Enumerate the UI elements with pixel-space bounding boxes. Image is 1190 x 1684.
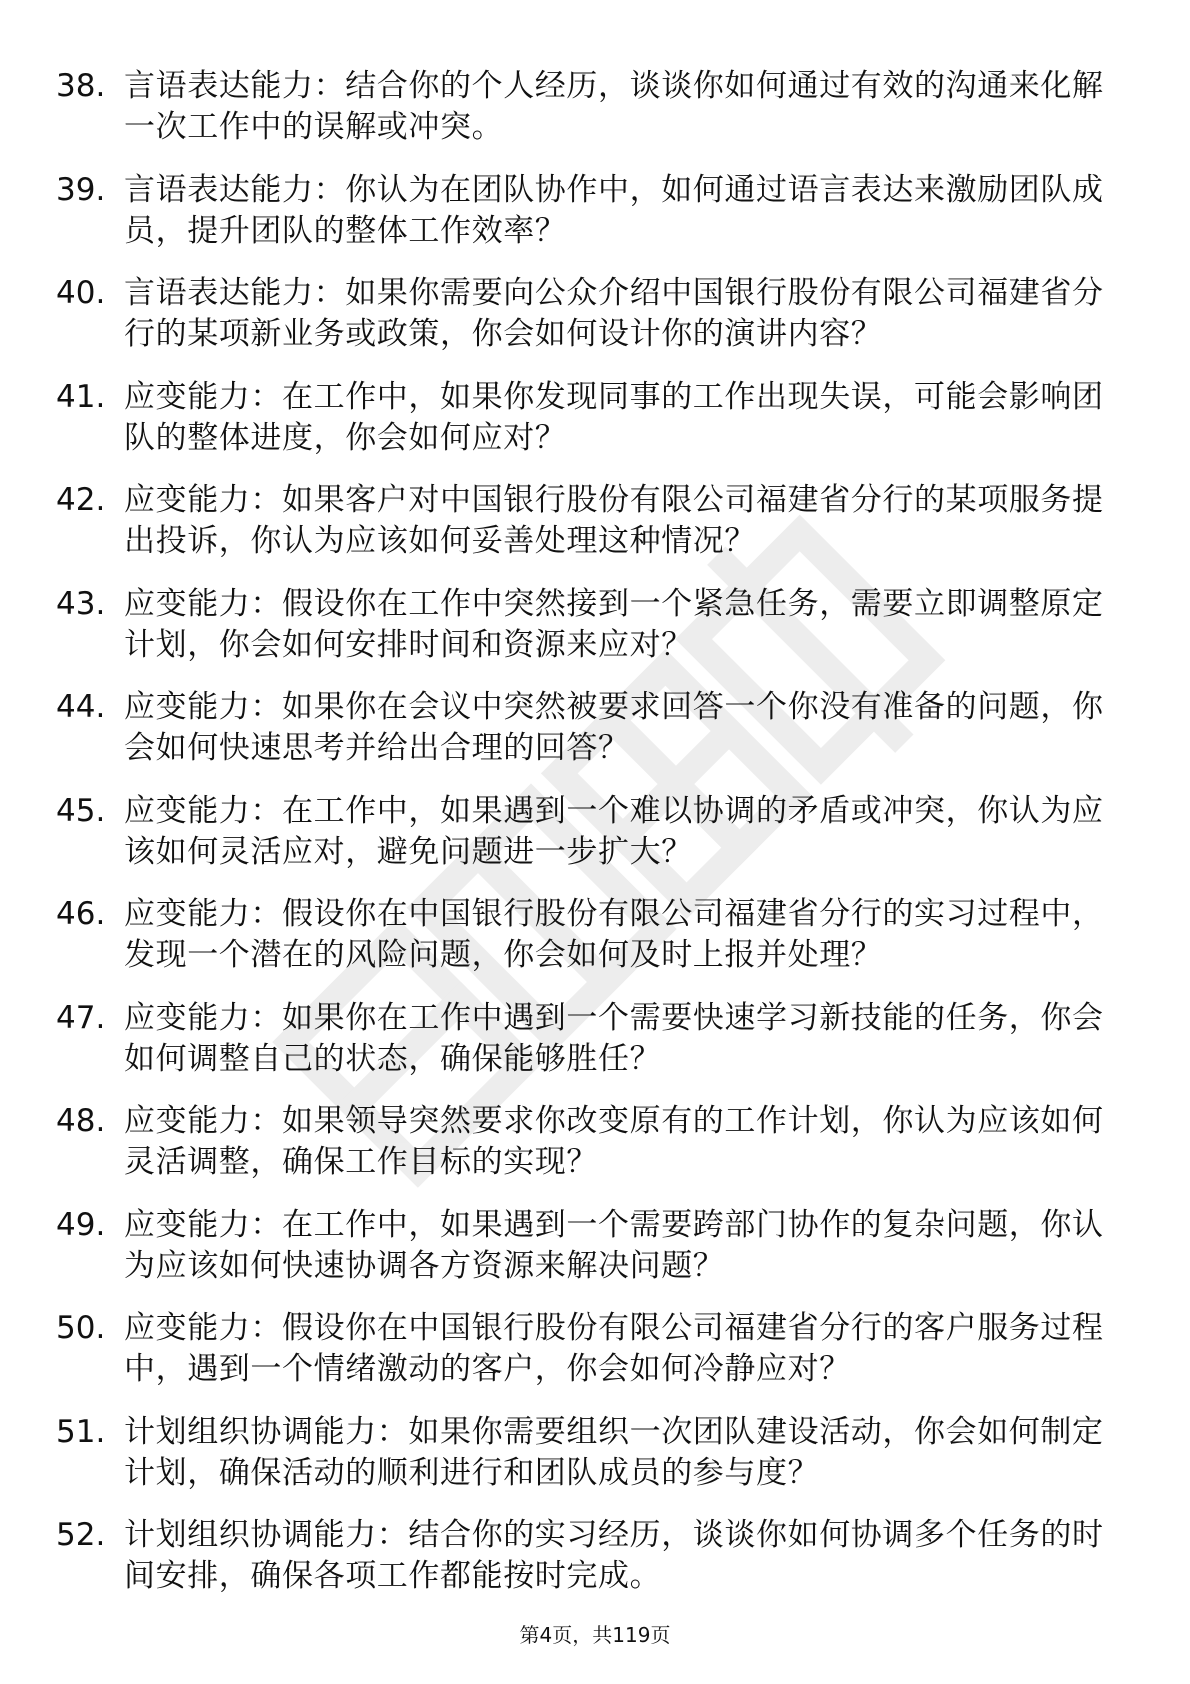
question-number: 48. [56, 1103, 106, 1139]
question-item [56, 998, 1116, 1080]
question-item [56, 170, 1116, 252]
question-item [56, 377, 1116, 459]
question-number: 41. [56, 378, 106, 415]
question-number: 50. [56, 1310, 106, 1346]
question-text: 计划组织协调能力：结合你的实习经历，谈谈你如何协调多个任务的时间安排，确保各项工作都能按时完成。 [124, 1517, 1104, 1594]
question-number: 39. [56, 171, 106, 208]
question-number: 38. [56, 68, 106, 104]
question-number: 42. [56, 482, 106, 518]
question-item [56, 894, 1116, 976]
question-item [56, 1515, 1116, 1597]
question-list [56, 66, 1116, 1619]
question-number: 40. [56, 275, 106, 311]
question-text: 应变能力：在工作中，如果遇到一个需要跨部门协作的复杂问题，你认为应该如何快速协调各方资源来解决问题？ [124, 1206, 1104, 1284]
question-item [56, 1412, 1116, 1494]
question-number: 45. [56, 792, 106, 829]
question-number: 43. [56, 585, 106, 622]
question-item [56, 273, 1116, 355]
question-number: 51. [56, 1413, 106, 1450]
question-number: 52. [56, 1517, 106, 1553]
question-item [56, 687, 1116, 769]
question-item [56, 584, 1116, 666]
question-item [56, 480, 1116, 562]
question-item [56, 66, 1116, 148]
page-footer [0, 1622, 1190, 1648]
question-text: 应变能力：如果你在工作中遇到一个需要快速学习新技能的任务，你会如何调整自己的状态，确保能够胜任？ [124, 999, 1104, 1077]
question-text: 应变能力：如果领导突然要求你改变原有的工作计划，你认为应该如何灵活调整，确保工作目标的实现？ [124, 1103, 1104, 1180]
question-item [56, 1205, 1116, 1287]
question-text: 应变能力：如果客户对中国银行股份有限公司福建省分行的某项服务提出投诉，你认为应该如何妥善处理这种情况？ [124, 482, 1104, 559]
question-item [56, 1308, 1116, 1390]
question-text: 应变能力：假设你在中国银行股份有限公司福建省分行的客户服务过程中，遇到一个情绪激动的客户，你会如何冷静应对？ [124, 1310, 1104, 1387]
question-text: 言语表达能力：你认为在团队协作中，如何通过语言表达来激励团队成员，提升团队的整体工作效率？ [124, 171, 1104, 249]
question-number: 47. [56, 999, 106, 1036]
question-text: 应变能力：在工作中，如果遇到一个难以协调的矛盾或冲突，你认为应该如何灵活应对，避免问题进一步扩大？ [124, 792, 1104, 870]
question-text: 应变能力：假设你在中国银行股份有限公司福建省分行的实习过程中，发现一个潜在的风险问题，你会如何及时上报并处理？ [124, 896, 1104, 973]
question-item [56, 1101, 1116, 1183]
question-number: 46. [56, 896, 106, 932]
question-text: 言语表达能力：如果你需要向公众介绍中国银行股份有限公司福建省分行的某项新业务或政策，你会如何设计你的演讲内容？ [124, 275, 1104, 352]
question-text: 言语表达能力：结合你的个人经历，谈谈你如何通过有效的沟通来化解一次工作中的误解或冲突。 [124, 68, 1104, 145]
question-item [56, 791, 1116, 873]
question-text: 应变能力：假设你在工作中突然接到一个紧急任务，需要立即调整原定计划，你会如何安排时间和资源来应对？ [124, 585, 1104, 663]
question-text: 应变能力：如果你在会议中突然被要求回答一个你没有准备的问题，你会如何快速思考并给出合理的回答？ [124, 689, 1104, 766]
question-text: 应变能力：在工作中，如果你发现同事的工作出现失误，可能会影响团队的整体进度，你会如何应对？ [124, 378, 1104, 456]
page-number-label: 第4页，共119页 [519, 1623, 671, 1647]
question-number: 44. [56, 689, 106, 725]
question-number: 49. [56, 1206, 106, 1243]
question-text: 计划组织协调能力：如果你需要组织一次团队建设活动，你会如何制定计划，确保活动的顺利进行和团队成员的参与度？ [124, 1413, 1104, 1491]
